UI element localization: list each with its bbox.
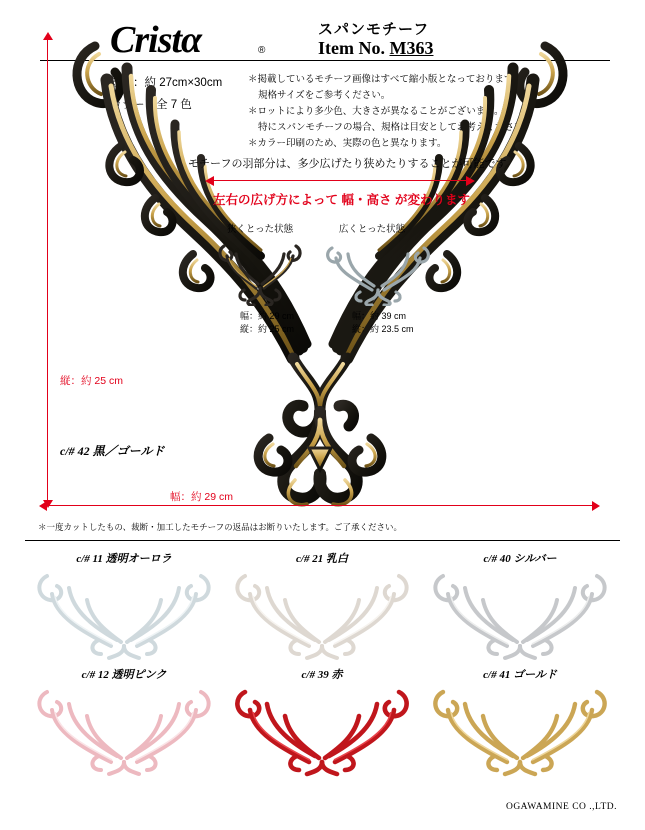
product-type: スパンモチーフ <box>318 21 430 38</box>
swatch-label: c/# 40 シルバー <box>483 553 557 565</box>
horizontal-dimension-label: 幅：約 29 cm <box>170 491 234 503</box>
swatch-illustration <box>25 566 223 662</box>
item-number-label: Item No. <box>318 38 385 58</box>
mid-red-note: 左右の広げ方によって 幅・高さ が変わります <box>213 193 470 207</box>
swatch-illustration <box>25 682 223 778</box>
swatch-illustration <box>223 682 421 778</box>
swatch-item <box>25 666 223 778</box>
mid-note: モチーフの羽部分は、多少広げたり狭めたりすることが可能です <box>188 158 507 170</box>
return-disclaimer: ＊一度カットしたもの、裁断・加工したモチーフの返品はお断りいたします。ご了承ください。 <box>38 522 402 532</box>
horizontal-dimension-arrow <box>47 505 592 506</box>
color-swatch-grid <box>25 550 620 780</box>
arrow-head-left-icon <box>39 501 47 511</box>
variant-left-illustration <box>212 238 308 306</box>
note-line: ＊カラー印刷のため、実際の色と異なります。 <box>248 138 447 149</box>
main-color-label: c/# 42 黒／ゴールド <box>60 444 165 458</box>
swatch-illustration <box>223 566 421 662</box>
swatch-label: c/# 11 透明オーロラ <box>76 553 172 565</box>
variant-left-dimensions <box>240 310 294 336</box>
variant-left-width: 幅：約 29 cm <box>240 311 295 321</box>
variant-left-label: 狭くとった状態 <box>226 224 294 235</box>
swatch-illustration <box>421 566 619 662</box>
item-number-value: M363 <box>389 38 434 58</box>
swatch-item <box>421 666 619 778</box>
note-line: 規格サイズをご参考ください。 <box>258 90 391 101</box>
variant-right-dimensions <box>352 310 414 336</box>
note-line: ＊ロットにより多少色、大きさが異なることがございます。 <box>248 106 504 117</box>
variant-left-height: 縦：約 25 cm <box>240 324 295 334</box>
spec-size: 規格：約 27cm×30cm <box>110 77 223 89</box>
motif-main-illustration <box>55 28 585 508</box>
vertical-dimension-label: 縦：約 25 cm <box>60 375 124 387</box>
vertical-dimension-arrow <box>47 40 48 500</box>
swatch-label: c/# 41 ゴールド <box>483 669 557 681</box>
arrow-head-right-icon <box>592 501 600 511</box>
swatch-item <box>25 550 223 662</box>
spread-arrow <box>205 176 475 186</box>
swatch-label: c/# 12 透明ピンク <box>81 669 167 681</box>
spec-color: カラー：全 7 色 <box>110 99 192 111</box>
brand-logo: Cristα <box>110 19 202 61</box>
variant-right-illustration <box>322 238 434 306</box>
variant-right-width: 幅：約 39 cm <box>352 311 407 321</box>
swatch-item <box>223 666 421 778</box>
variant-right-height: 縦：約 23.5 cm <box>352 324 414 334</box>
company-footer: OGAWAMINE CO .,LTD. <box>505 802 617 812</box>
swatch-item <box>223 550 421 662</box>
swatch-label: c/# 21 乳白 <box>296 553 348 565</box>
arrow-head-right-icon <box>466 176 475 186</box>
variant-right-label: 広くとった状態 <box>338 224 406 235</box>
section-divider <box>25 540 620 541</box>
note-line: 特にスパンモチーフの場合、規格は目安としてお考えください。 <box>258 122 534 133</box>
swatch-label: c/# 39 赤 <box>301 669 343 681</box>
registered-mark: ® <box>258 45 266 56</box>
note-line: ＊掲載しているモチーフ画像はすべて縮小版となっております。 <box>248 74 523 85</box>
swatch-item <box>421 550 619 662</box>
arrow-head-up-icon <box>43 32 53 40</box>
arrow-line <box>213 180 467 181</box>
arrow-head-left-icon <box>205 176 214 186</box>
swatch-illustration <box>421 682 619 778</box>
